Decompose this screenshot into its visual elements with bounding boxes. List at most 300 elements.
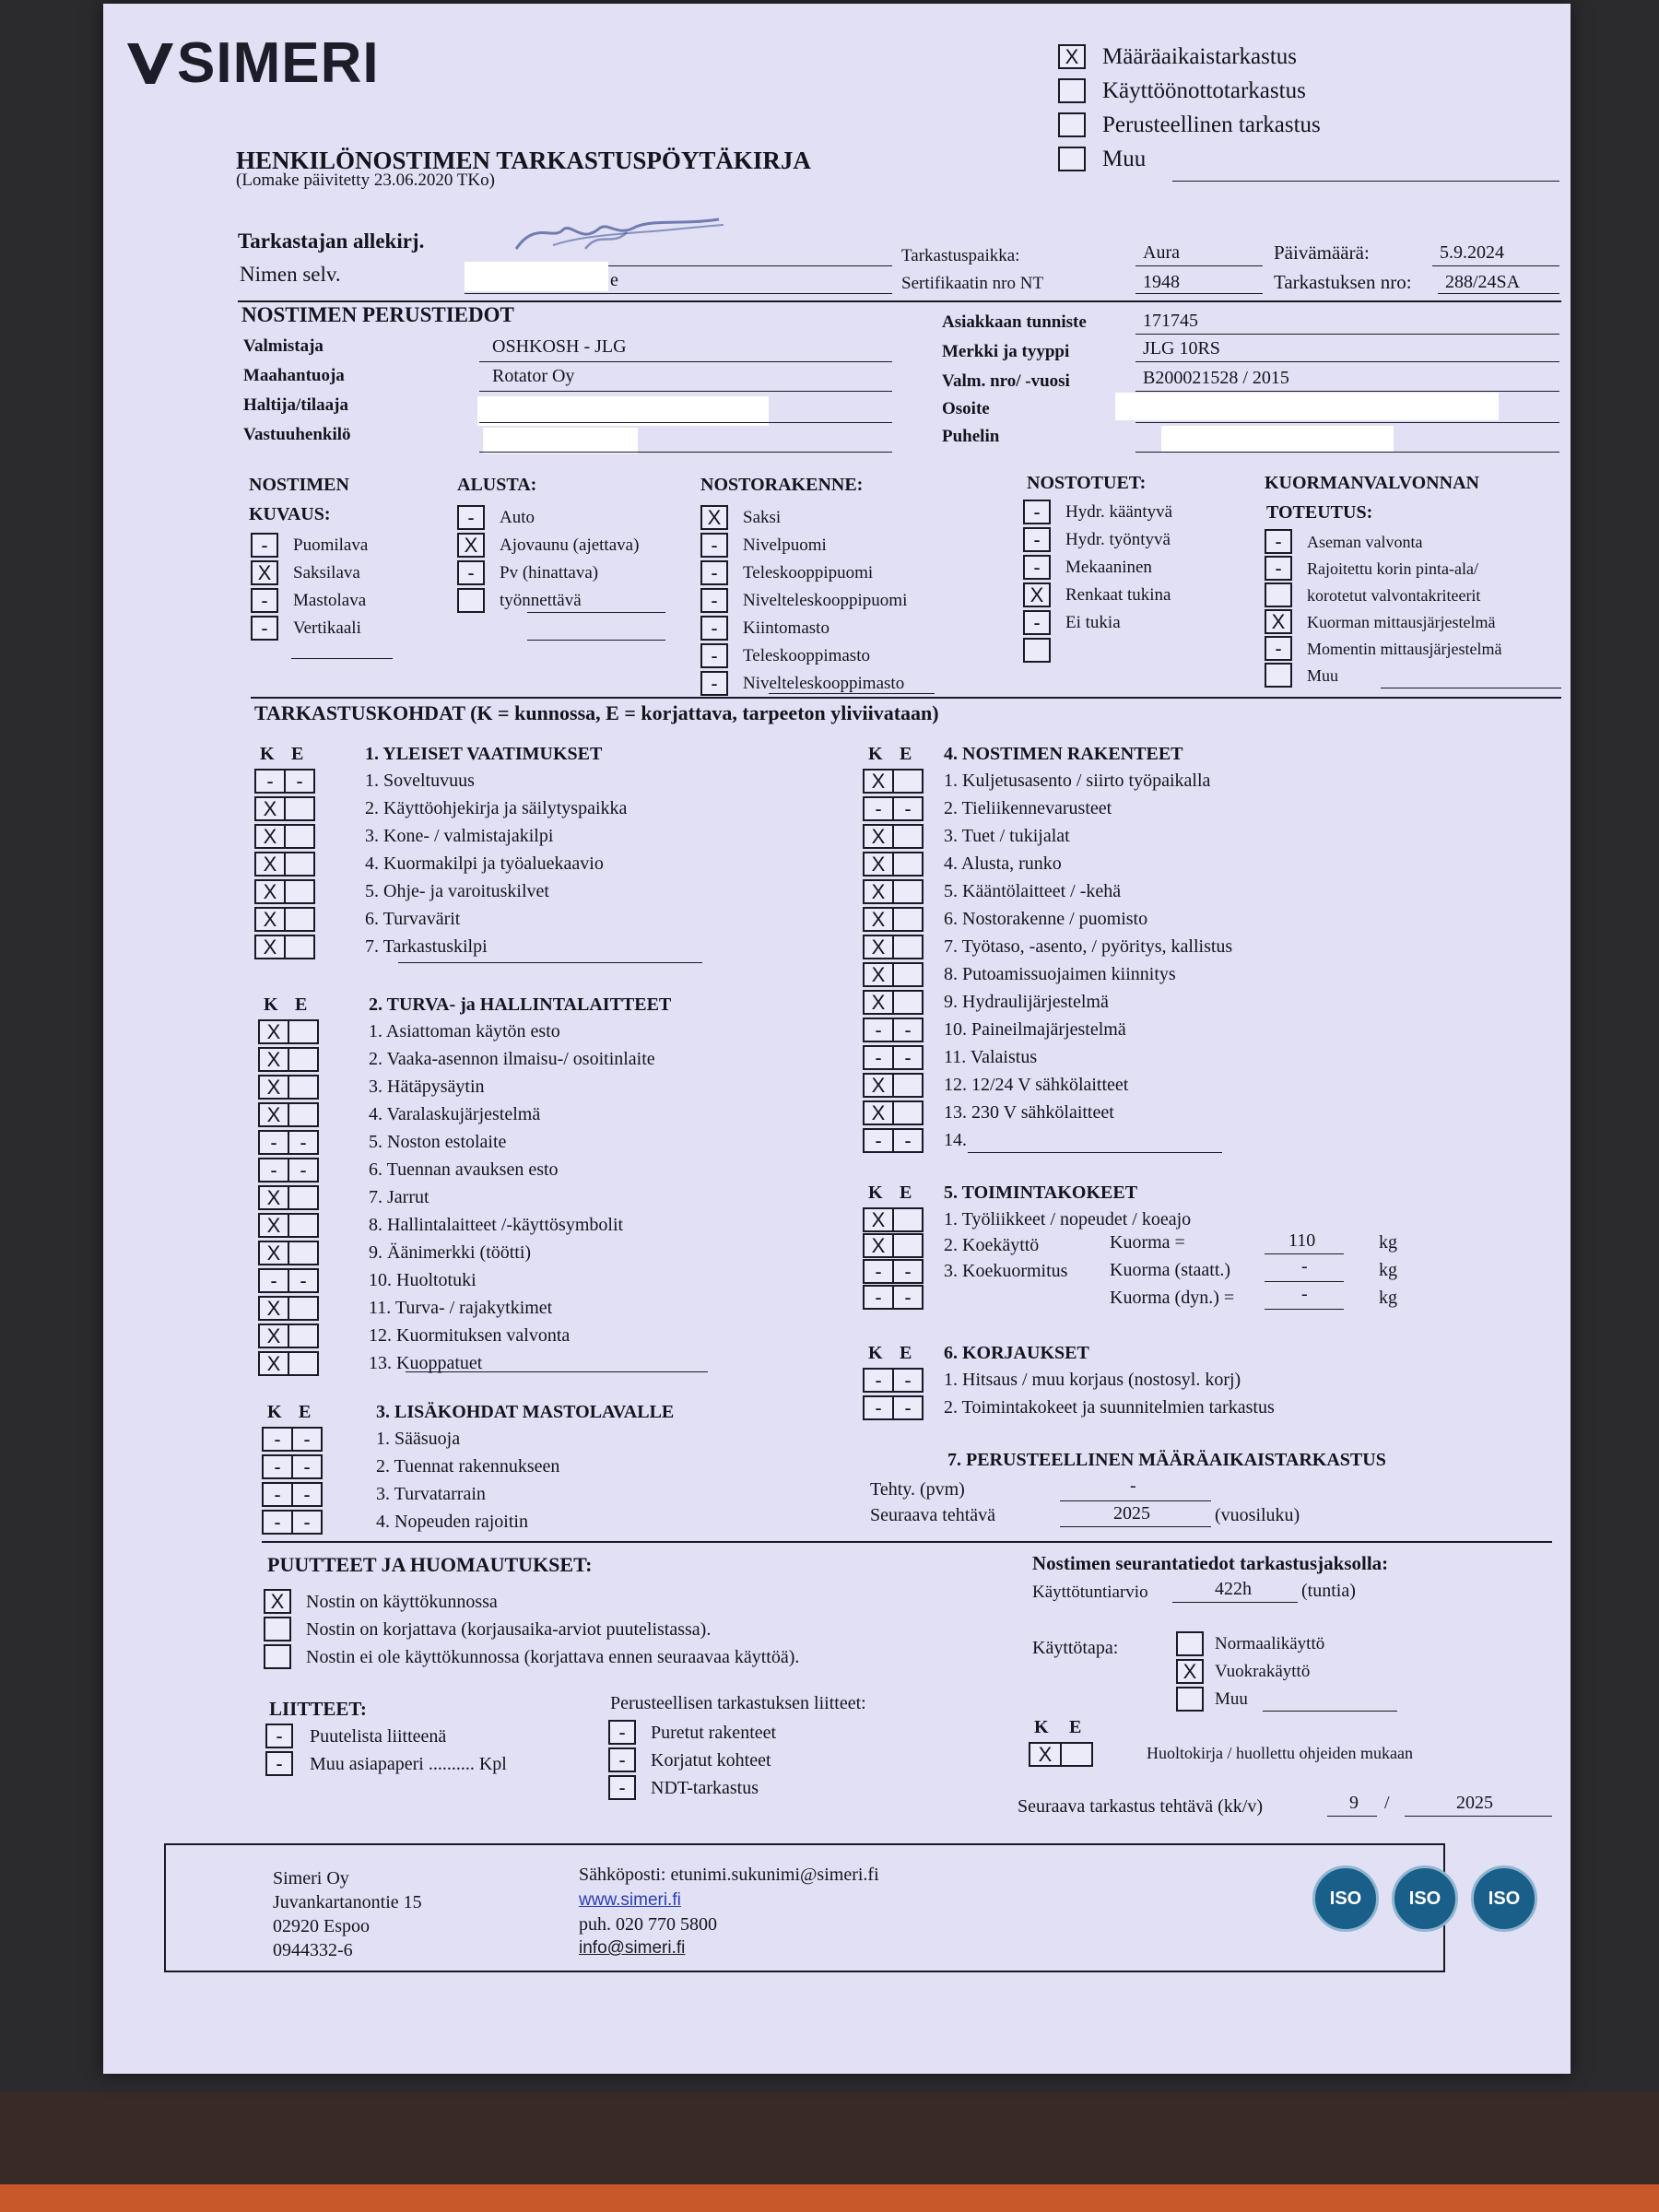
s1-k-box[interactable]: - (254, 769, 286, 794)
tarkastuskilpi-line (398, 962, 702, 963)
load-monitoring-checkbox[interactable] (1265, 663, 1292, 688)
chassis-checkbox[interactable]: - (457, 505, 485, 530)
s1-row-label: 1. Soveltuvuus (365, 771, 475, 791)
s2-k-box[interactable]: X (258, 1213, 289, 1238)
thorough-attachment-label: Korjatut kohteet (651, 1750, 771, 1771)
chassis-checkbox[interactable]: X (457, 533, 485, 558)
description-checkbox[interactable]: - (251, 588, 278, 613)
s4-e-box[interactable]: - (892, 796, 924, 821)
s2-e-box[interactable] (288, 1351, 319, 1376)
structure-checkbox[interactable]: - (700, 671, 728, 696)
s3-k-box[interactable]: - (262, 1427, 293, 1452)
load-monitoring-checkbox[interactable]: X (1265, 609, 1292, 634)
owner-line (479, 422, 892, 423)
s4-e-box[interactable] (892, 990, 924, 1015)
s1-e-box[interactable] (284, 935, 315, 959)
phone-line (1135, 452, 1559, 453)
load2-label: Kuorma (staatt.) (1110, 1260, 1231, 1280)
s5-e-box[interactable]: - (892, 1285, 924, 1310)
s1-e-box[interactable]: - (284, 769, 315, 794)
place-line (1135, 265, 1263, 266)
load-monitoring-label: Aseman valvonta (1307, 533, 1423, 551)
s2-title: 2. TURVA- ja HALLINTALAITTEET (369, 994, 672, 1015)
s1-row-label: 2. Käyttöohjekirja ja säilytyspaikka (365, 798, 628, 818)
s4-e-box[interactable] (892, 824, 924, 849)
s2-e-box[interactable] (288, 1296, 319, 1321)
usage-label: Normaalikäyttö (1215, 1634, 1325, 1653)
s2-k-box[interactable]: - (258, 1130, 289, 1155)
usage-label: Vuokrakäyttö (1215, 1662, 1311, 1681)
s4-k-box[interactable]: X (863, 879, 894, 904)
s5-e-box[interactable]: - (892, 1259, 924, 1284)
description-checkbox[interactable]: - (251, 533, 278, 558)
s4-e-box[interactable] (892, 907, 924, 932)
remark-checkbox[interactable] (264, 1644, 291, 1669)
load2-value: - (1301, 1256, 1308, 1277)
s4-k-box[interactable]: X (863, 852, 894, 877)
structure-checkbox[interactable]: X (700, 505, 728, 530)
s6-title: 6. KORJAUKSET (944, 1343, 1089, 1363)
structure-label: Nivelpuomi (743, 535, 827, 555)
place-value: Aura (1143, 242, 1180, 263)
s3-title: 3. LISÄKOHDAT MASTOLAVALLE (376, 1402, 675, 1422)
importer-line (479, 391, 892, 392)
s2-k-box[interactable]: X (258, 1075, 289, 1100)
maintenance-e-box[interactable] (1060, 1742, 1093, 1767)
maintenance-label: Huoltokirja / huollettu ohjeiden mukaan (1147, 1744, 1413, 1762)
brand-value: JLG 10RS (1143, 338, 1220, 359)
item-14-line (968, 1152, 1222, 1153)
s4-e-box[interactable] (892, 1073, 924, 1098)
inspection-type-checkbox[interactable] (1058, 147, 1086, 171)
next-inspection-sep: / (1384, 1793, 1390, 1813)
logo-text: SIMERI (177, 31, 380, 95)
load1-label: Kuorma = (1110, 1232, 1185, 1253)
load3-line (1265, 1309, 1344, 1310)
supports-label: Hydr. työntyvä (1065, 530, 1171, 549)
s2-e-box[interactable] (288, 1324, 319, 1348)
next-inspection-year: 2025 (1456, 1793, 1493, 1813)
hours-value: 422h (1215, 1579, 1252, 1599)
s3-e-box[interactable]: - (291, 1427, 323, 1452)
address-label: Osoite (942, 399, 990, 418)
s4-k-box[interactable]: - (863, 796, 894, 821)
s4-row-label: 1. Kuljetusasento / siirto työpaikalla (944, 771, 1211, 791)
importer-label: Maahantuoja (243, 366, 345, 385)
load-monitoring-label: korotetut valvontakriteerit (1307, 586, 1481, 605)
s2-e-box[interactable] (288, 1241, 319, 1265)
supports-checkbox[interactable]: - (1023, 555, 1051, 580)
structure-label: Saksi (743, 508, 782, 527)
s4-e-header: E (900, 744, 912, 764)
structure-checkbox[interactable]: - (700, 616, 728, 641)
s4-k-box[interactable]: X (863, 962, 894, 987)
load-monitoring-label: Kuorman mittausjärjestelmä (1307, 613, 1496, 631)
description-label: Puomilava (293, 535, 369, 555)
s1-row-label: 3. Kone- / valmistajakilpi (365, 826, 554, 846)
s1-k-box[interactable]: X (254, 796, 286, 821)
s1-e-box[interactable] (284, 879, 315, 904)
s7-done-line (1060, 1500, 1211, 1501)
s1-k-box[interactable]: X (254, 907, 286, 932)
next-inspection-label: Seuraava tarkastus tehtävä (kk/v) (1018, 1796, 1264, 1817)
name-line (465, 293, 892, 294)
inspection-type-label: Perusteellinen tarkastus (1102, 112, 1321, 137)
load-monitoring-label: Momentin mittausjärjestelmä (1307, 640, 1502, 658)
load2-line (1265, 1281, 1344, 1282)
s2-e-box[interactable]: - (288, 1158, 319, 1182)
s4-k-box[interactable]: X (863, 935, 894, 959)
description-checkbox[interactable]: X (251, 560, 278, 585)
inspection-type-checkbox[interactable] (1058, 78, 1086, 103)
s3-row-label: 2. Tuennat rakennukseen (376, 1456, 560, 1477)
iso-badge-1: ISO (1312, 1865, 1379, 1932)
s4-title: 4. NOSTIMEN RAKENTEET (944, 744, 1183, 764)
structure-label: Kiintomasto (743, 618, 830, 638)
redacted-name (465, 262, 608, 291)
s6-row-label: 1. Hitsaus / muu korjaus (nostosyl. korj) (944, 1370, 1241, 1390)
hours-suffix: (tuntia) (1301, 1581, 1356, 1601)
description-heading-2: KUVAUS: (249, 504, 331, 524)
remark-label: Nostin on käyttökunnossa (306, 1592, 498, 1612)
s4-row-label: 10. Paineilmajärjestelmä (944, 1019, 1126, 1040)
s6-e-header: E (900, 1343, 912, 1363)
s7-next-value: 2025 (1113, 1503, 1150, 1524)
place-label: Tarkastuspaikka: (901, 246, 1020, 265)
serial-label: Valm. nro/ -vuosi (942, 371, 1070, 391)
s4-e-box[interactable] (892, 1100, 924, 1125)
s2-k-box[interactable]: X (258, 1102, 289, 1127)
load-monitoring-checkbox[interactable]: - (1265, 636, 1292, 661)
section-7-title: 7. PERUSTEELLINEN MÄÄRÄAIKAISTARKASTUS (947, 1450, 1386, 1470)
s6-e-box[interactable]: - (892, 1368, 924, 1393)
s7-done-label: Tehty. (pvm) (870, 1479, 965, 1500)
s2-k-header: K (264, 994, 278, 1015)
form-updated: (Lomake päivitetty 23.06.2020 TKo) (236, 171, 495, 190)
iso-badge-3: ISO (1471, 1865, 1537, 1932)
chassis-extra-line (527, 640, 665, 641)
s1-e-box[interactable] (284, 796, 315, 821)
owner-label: Haltija/tilaaja (243, 395, 348, 415)
hours-line (1172, 1602, 1298, 1603)
s1-k-box[interactable]: X (254, 935, 286, 959)
description-label: Mastolava (293, 591, 367, 610)
s4-e-box[interactable] (892, 769, 924, 794)
attachments-heading: LIITTEET: (269, 1698, 367, 1720)
s4-e-box[interactable]: - (892, 1045, 924, 1070)
responsible-label: Vastuuhenkilö (243, 425, 351, 444)
s4-row-label: 12. 12/24 V sähkölaitteet (944, 1075, 1129, 1095)
s3-e-box[interactable]: - (291, 1454, 323, 1479)
s3-e-header: E (299, 1402, 312, 1422)
inspection-type-label: Muu (1102, 147, 1147, 171)
s7-next-line (1060, 1526, 1211, 1527)
s2-row-label: 4. Varalaskujärjestelmä (369, 1104, 541, 1124)
name-label: Nimen selv. (240, 263, 341, 286)
redacted-responsible (483, 428, 638, 453)
s4-row-label: 5. Kääntölaitteet / -kehä (944, 881, 1122, 901)
supports-checkbox[interactable] (1023, 638, 1051, 663)
serial-line (1135, 391, 1559, 392)
s4-k-box[interactable]: - (863, 1018, 894, 1042)
structure-checkbox[interactable]: - (700, 588, 728, 613)
thorough-attachment-checkbox[interactable]: - (608, 1720, 636, 1745)
cert-value: 1948 (1143, 272, 1180, 292)
s4-row-label: 4. Alusta, runko (944, 853, 1062, 874)
s4-k-box[interactable]: - (863, 1128, 894, 1153)
structure-label: Nivelteleskooppimasto (743, 674, 905, 693)
chassis-label: Ajovaunu (ajettava) (500, 535, 640, 555)
load-monitoring-checkbox[interactable]: - (1265, 529, 1292, 554)
usage-checkbox[interactable] (1176, 1687, 1204, 1712)
load-monitoring-checkbox[interactable]: - (1265, 556, 1292, 581)
s4-k-box[interactable]: X (863, 769, 894, 794)
manufacturer-line (479, 361, 892, 362)
description-checkbox[interactable]: - (251, 616, 278, 641)
s5-k-header: K (868, 1182, 883, 1203)
redacted-address (1115, 393, 1499, 420)
other-type-line (1172, 181, 1559, 182)
s2-k-box[interactable]: X (258, 1296, 289, 1321)
s2-k-box[interactable]: X (258, 1185, 289, 1210)
inspection-type-checkbox[interactable]: X (1058, 44, 1086, 69)
s1-e-box[interactable] (284, 907, 315, 932)
s4-row-label: 6. Nostorakenne / puomisto (944, 909, 1148, 929)
s2-e-box[interactable]: - (288, 1130, 319, 1155)
s1-row-label: 5. Ohje- ja varoituskilvet (365, 881, 549, 901)
inspection-number-value: 288/24SA (1445, 272, 1521, 292)
s2-row-label: 12. Kuormituksen valvonta (369, 1325, 571, 1346)
signature-image (498, 212, 728, 258)
usage-label: Muu (1215, 1689, 1248, 1709)
iso-badge-2: ISO (1392, 1865, 1458, 1932)
s6-k-box[interactable]: - (863, 1395, 894, 1420)
s5-e-box[interactable] (892, 1207, 924, 1232)
usage-label: Käyttötapa: (1032, 1638, 1119, 1658)
s2-e-box[interactable] (288, 1047, 319, 1072)
s2-k-box[interactable]: X (258, 1047, 289, 1072)
attachment-checkbox[interactable]: - (265, 1751, 293, 1776)
load1-line (1265, 1253, 1344, 1254)
inspection-type-checkbox[interactable] (1058, 112, 1086, 137)
usage-checkbox[interactable] (1176, 1631, 1204, 1656)
inspection-type-label: Käyttöönottotarkastus (1102, 78, 1306, 103)
simeri-logo (125, 31, 380, 96)
inspection-number-label: Tarkastuksen nro: (1274, 271, 1412, 293)
s4-e-box[interactable] (892, 852, 924, 877)
name-visible: e (610, 270, 618, 290)
s5-row-label: 1. Työliikkeet / nopeudet / koeajo (944, 1209, 1192, 1230)
footer-city: 02920 Espoo (273, 1916, 370, 1936)
s4-k-box[interactable]: X (863, 1100, 894, 1125)
s2-row-label: 8. Hallintalaitteet /-käyttösymbolit (369, 1215, 624, 1235)
redacted-phone (1161, 426, 1394, 452)
s3-k-header: K (267, 1402, 282, 1422)
structure-checkbox[interactable]: - (700, 643, 728, 668)
description-label: Vertikaali (293, 618, 361, 638)
s2-k-box[interactable]: - (258, 1268, 289, 1293)
chassis-push-line (527, 612, 665, 613)
remark-label: Nostin ei ole käyttökunnossa (korjattava ennen seuraavaa käyttöä). (306, 1647, 800, 1667)
s7-next-suffix: (vuosiluku) (1215, 1505, 1300, 1525)
thorough-attachment-checkbox[interactable]: - (608, 1747, 636, 1772)
thorough-attachment-checkbox[interactable]: - (608, 1775, 636, 1800)
s3-e-box[interactable]: - (291, 1482, 323, 1507)
s4-k-header: K (868, 744, 883, 764)
s5-row-label: 2. Koekäyttö (944, 1235, 1040, 1255)
description-label: Saksilava (293, 563, 360, 582)
s4-e-box[interactable] (892, 935, 924, 959)
structure-heading: NOSTORAKENNE: (700, 475, 864, 495)
s2-e-box[interactable] (288, 1102, 319, 1127)
next-inspection-month: 9 (1349, 1793, 1359, 1813)
load2-unit: kg (1379, 1260, 1397, 1280)
divider-2 (251, 697, 1561, 699)
s1-k-box[interactable]: X (254, 852, 286, 877)
s4-k-box[interactable]: X (863, 990, 894, 1015)
load3-value: - (1301, 1284, 1308, 1304)
tracking-heading: Nostimen seurantatiedot tarkastusjaksolla: (1032, 1552, 1389, 1574)
supports-checkbox[interactable]: - (1023, 527, 1051, 552)
supports-checkbox[interactable]: - (1023, 610, 1051, 635)
phone-label: Puhelin (942, 427, 1000, 446)
s1-k-box[interactable]: X (254, 879, 286, 904)
cert-line (1135, 293, 1263, 294)
s6-k-box[interactable]: - (863, 1368, 894, 1393)
checkpoints-heading: TARKASTUSKOHDAT (K = kunnossa, E = korjattava, tarpeeton yliviivataan) (254, 701, 939, 724)
inspection-type-label: Määräaikaistarkastus (1102, 44, 1298, 69)
s2-e-box[interactable] (288, 1075, 319, 1100)
s2-k-box[interactable]: X (258, 1351, 289, 1376)
load3-unit: kg (1379, 1288, 1397, 1308)
footer-website-link[interactable]: www.simeri.fi (579, 1890, 681, 1910)
s2-e-box[interactable] (288, 1185, 319, 1210)
brand-line (1135, 361, 1559, 362)
supports-checkbox[interactable]: X (1023, 582, 1051, 607)
s2-k-box[interactable]: X (258, 1019, 289, 1044)
s2-e-box[interactable] (288, 1019, 319, 1044)
s4-e-box[interactable] (892, 962, 924, 987)
chassis-label: työnnettävä (500, 591, 582, 610)
attachment-label: Muu asiapaperi .......... Kpl (310, 1754, 507, 1774)
description-heading-1: NOSTIMEN (249, 475, 349, 495)
s2-row-label: 3. Hätäpysäytin (369, 1077, 485, 1097)
s5-row-label: 3. Koekuormitus (944, 1261, 1068, 1281)
inspection-number-line (1438, 293, 1559, 294)
s3-e-box[interactable]: - (291, 1510, 323, 1535)
s2-e-box[interactable] (288, 1213, 319, 1238)
load-monitoring-label: Muu (1307, 666, 1339, 685)
date-label: Päivämäärä: (1274, 241, 1370, 264)
usage-checkbox[interactable]: X (1176, 1659, 1204, 1684)
s1-e-box[interactable] (284, 824, 315, 849)
s1-k-box[interactable]: X (254, 824, 286, 849)
s6-k-header: K (868, 1343, 883, 1363)
hours-label: Käyttötuntiarvio (1032, 1583, 1148, 1602)
structure-checkbox[interactable]: - (700, 533, 728, 558)
s3-k-box[interactable]: - (262, 1454, 293, 1479)
attachment-checkbox[interactable]: - (265, 1724, 293, 1748)
chassis-checkbox[interactable] (457, 588, 485, 613)
footer-email-link[interactable]: info@simeri.fi (579, 1938, 686, 1958)
address-line (1135, 422, 1559, 423)
s5-k-box[interactable]: - (863, 1285, 894, 1310)
date-value: 5.9.2024 (1440, 242, 1504, 263)
brand-label: Merkki ja tyyppi (942, 342, 1070, 361)
s4-e-box[interactable] (892, 879, 924, 904)
s5-k-box[interactable]: - (863, 1259, 894, 1284)
s3-row-label: 3. Turvatarrain (376, 1484, 486, 1504)
s2-row-label: 9. Äänimerkki (töötti) (369, 1242, 532, 1263)
s2-row-label: 1. Asiattoman käytön esto (369, 1021, 560, 1041)
thorough-attachments-heading: Perusteellisen tarkastuksen liitteet: (610, 1693, 866, 1713)
s2-row-label: 2. Vaaka-asennon ilmaisu-/ osoitinlaite (369, 1049, 655, 1069)
s4-row-label: 2. Tieliikennevarusteet (944, 798, 1112, 818)
s4-e-box[interactable]: - (892, 1128, 924, 1153)
s1-row-label: 6. Turvavärit (365, 909, 461, 929)
structure-checkbox[interactable]: - (700, 560, 728, 585)
load1-value: 110 (1288, 1230, 1316, 1251)
s2-row-label: 11. Turva- / rajakytkimet (369, 1298, 553, 1318)
s5-k-box[interactable]: X (863, 1207, 894, 1232)
s2-row-label: 13. Kuoppatuet (369, 1353, 483, 1373)
s4-k-box[interactable]: - (863, 1045, 894, 1070)
load-monitoring-checkbox[interactable] (1265, 582, 1292, 607)
supports-label: Ei tukia (1065, 613, 1121, 632)
s4-k-box[interactable]: X (863, 1073, 894, 1098)
remark-checkbox[interactable] (264, 1617, 291, 1641)
supports-checkbox[interactable]: - (1023, 500, 1051, 524)
s6-e-box[interactable]: - (892, 1395, 924, 1420)
next-month-line (1327, 1816, 1377, 1817)
s2-row-label: 5. Noston estolaite (369, 1132, 507, 1152)
s4-k-box[interactable]: X (863, 824, 894, 849)
s2-e-box[interactable]: - (288, 1268, 319, 1293)
s3-k-box[interactable]: - (262, 1510, 293, 1535)
s7-next-label: Seuraava tehtävä (870, 1505, 996, 1525)
maintenance-k-box[interactable]: X (1029, 1742, 1062, 1767)
s2-k-box[interactable]: X (258, 1324, 289, 1348)
structure-label: Nivelteleskooppipuomi (743, 591, 908, 610)
s4-row-label: 8. Putoamissuojaimen kiinnitys (944, 964, 1176, 984)
chassis-checkbox[interactable]: - (457, 560, 485, 585)
serial-value: B200021528 / 2015 (1143, 368, 1289, 388)
s4-k-box[interactable]: X (863, 907, 894, 932)
load1-unit: kg (1379, 1232, 1397, 1253)
usage-other-line (1263, 1711, 1397, 1712)
footer-phone: puh. 020 770 5800 (579, 1914, 717, 1935)
s2-row-label: 7. Jarrut (369, 1187, 429, 1207)
s2-k-box[interactable]: X (258, 1241, 289, 1265)
s5-k-box[interactable]: X (863, 1233, 894, 1258)
description-extra-line (291, 658, 393, 659)
supports-label: Renkaat tukina (1065, 585, 1171, 605)
footer-company: Simeri Oy (273, 1868, 349, 1888)
s4-e-box[interactable]: - (892, 1018, 924, 1042)
s4-row-label: 9. Hydraulijärjestelmä (944, 992, 1109, 1012)
customer-id-value: 171745 (1143, 311, 1198, 331)
s1-e-box[interactable] (284, 852, 315, 877)
s2-k-box[interactable]: - (258, 1158, 289, 1182)
s1-k-header: K (260, 744, 275, 764)
supports-label: Mekaaninen (1065, 558, 1152, 577)
remark-checkbox[interactable]: X (264, 1589, 291, 1614)
chassis-heading: ALUSTA: (457, 475, 537, 495)
s3-k-box[interactable]: - (262, 1482, 293, 1507)
s5-e-box[interactable] (892, 1233, 924, 1258)
s5-title: 5. TOIMINTAKOKEET (944, 1182, 1138, 1203)
s6-row-label: 2. Toimintakokeet ja suunnitelmien tarkastus (944, 1397, 1275, 1418)
